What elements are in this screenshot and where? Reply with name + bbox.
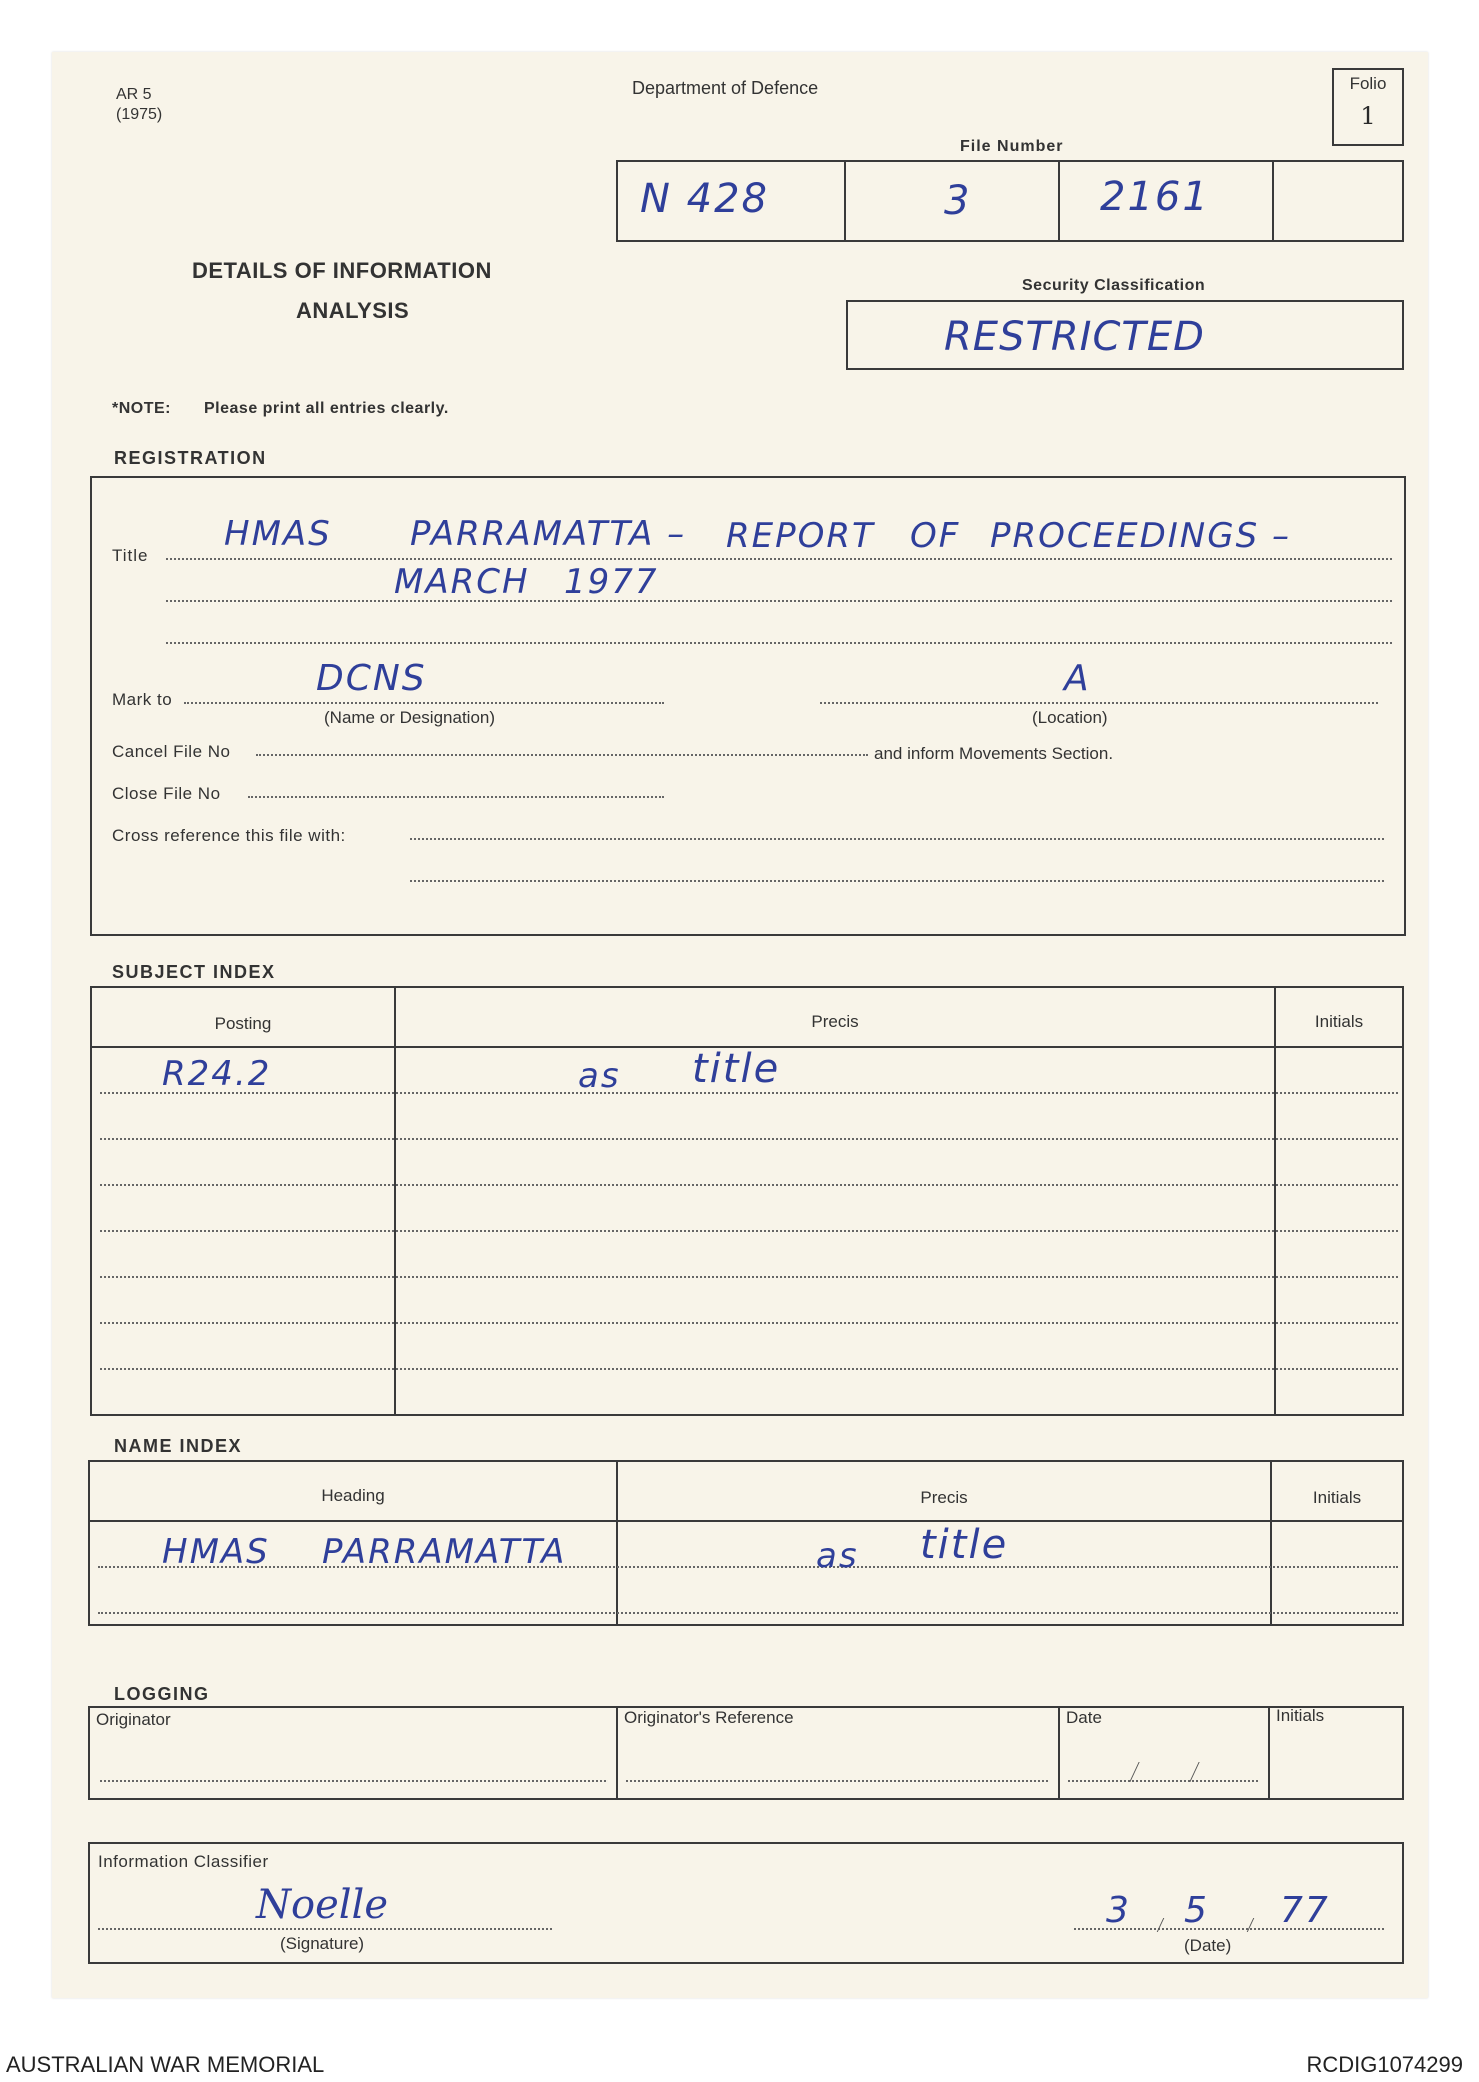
subject-row — [100, 1184, 1398, 1186]
form-title-line2: ANALYSIS — [296, 298, 410, 323]
col-posting: Posting — [214, 1014, 272, 1033]
title-text-3: REPORT — [726, 516, 875, 556]
location-line — [820, 702, 1378, 704]
close-line — [248, 796, 664, 798]
cancel-suffix: and inform Movements Section. — [874, 744, 1114, 763]
subject-row — [100, 1276, 1398, 1278]
classifier-box — [88, 1842, 1404, 1964]
signature-line — [98, 1928, 552, 1930]
registration-heading: REGISTRATION — [114, 448, 267, 468]
file-number-part: 3 — [944, 178, 972, 224]
name-index-heading: NAME INDEX — [114, 1436, 243, 1456]
signature-caption: (Signature) — [280, 1934, 365, 1953]
subject-index-table — [90, 986, 1404, 1416]
name-row — [98, 1566, 1398, 1568]
name-heading-value-1: HMAS — [162, 1532, 270, 1572]
title-line-2 — [166, 600, 1392, 602]
registration-box — [90, 476, 1406, 936]
title-text-2: PARRAMATTA – — [410, 514, 687, 554]
folio-label: Folio — [1349, 74, 1387, 93]
name-heading-value-2: PARRAMATTA — [322, 1532, 567, 1572]
subject-precis-value-2: title — [692, 1046, 781, 1092]
department-label: Department of Defence — [632, 78, 819, 98]
subject-posting-value: R24.2 — [162, 1054, 272, 1094]
archive-credit: AUSTRALIAN WAR MEMORIAL — [6, 2052, 325, 2077]
mark-to-line — [184, 702, 664, 704]
form-title-line1: DETAILS OF INFORMATION — [192, 258, 492, 283]
mark-to-value: DCNS — [316, 658, 427, 699]
name-precis-value-1: as — [816, 1536, 859, 1576]
folio-box — [1332, 68, 1404, 146]
title-label: Title — [112, 546, 149, 565]
title-text-6: MARCH — [394, 562, 530, 602]
note-marker: *NOTE: — [112, 400, 171, 417]
col-precis: Precis — [811, 1012, 859, 1031]
logging-table — [88, 1706, 1404, 1800]
classifier-date-day: 3 — [1106, 1890, 1131, 1931]
classifier-signature: Noelle — [256, 1882, 389, 1928]
col-initials: Initials — [1312, 1488, 1362, 1507]
title-text-5: PROCEEDINGS – — [990, 516, 1291, 556]
col-originator: Originator — [96, 1710, 171, 1729]
col-initials: Initials — [1276, 1706, 1325, 1725]
subject-index-heading: SUBJECT INDEX — [112, 962, 276, 982]
col-initials: Initials — [1314, 1012, 1364, 1031]
classifier-label: Information Classifier — [98, 1852, 269, 1871]
file-number-series: N 428 — [640, 176, 769, 222]
title-line-1 — [166, 558, 1392, 560]
date-separator — [1129, 1762, 1149, 1782]
form-edition: (1975) — [116, 106, 163, 123]
subject-row — [100, 1092, 1398, 1094]
folio-number: 1 — [1360, 102, 1376, 130]
subject-row — [100, 1368, 1398, 1370]
name-row — [98, 1612, 1398, 1614]
col-originators-reference: Originator's Reference — [624, 1708, 794, 1727]
title-text-1: HMAS — [224, 514, 332, 554]
date-line — [1068, 1780, 1258, 1782]
mark-to-label: Mark to — [112, 690, 173, 709]
note-text: Please print all entries clearly. — [204, 400, 449, 417]
title-line-3 — [166, 642, 1392, 644]
cross-reference-line-2 — [410, 880, 1384, 882]
subject-row — [100, 1322, 1398, 1324]
title-text-7: 1977 — [564, 562, 659, 602]
col-date: Date — [1066, 1708, 1102, 1727]
cross-reference-label: Cross reference this file with: — [112, 826, 346, 845]
name-caption: (Name or Designation) — [324, 708, 496, 727]
location-caption: (Location) — [1032, 708, 1108, 727]
date-separator — [1189, 1762, 1209, 1782]
file-number-item: 2161 — [1100, 174, 1210, 220]
title-text-4: OF — [910, 516, 961, 556]
classifier-date-year: 77 — [1280, 1890, 1330, 1931]
date-caption: (Date) — [1184, 1936, 1232, 1955]
col-precis: Precis — [920, 1488, 968, 1507]
archive-reference: RCDIG1074299 — [1306, 2052, 1463, 2077]
subject-precis-value-1: as — [578, 1056, 621, 1096]
cross-reference-line-1 — [410, 838, 1384, 840]
cancel-line — [256, 754, 868, 756]
col-heading: Heading — [321, 1486, 385, 1505]
reference-line — [626, 1780, 1048, 1782]
file-number-label: File Number — [960, 138, 1064, 155]
location-value: A — [1064, 658, 1091, 699]
form-code: AR 5 — [116, 86, 152, 103]
classifier-date-month: 5 — [1184, 1890, 1209, 1931]
security-value: RESTRICTED — [944, 314, 1205, 360]
file-number-row — [616, 160, 1404, 242]
logging-heading: LOGGING — [114, 1684, 210, 1704]
security-label: Security Classification — [1022, 277, 1206, 294]
name-index-table — [88, 1460, 1404, 1626]
originator-line — [100, 1780, 606, 1782]
subject-row — [100, 1230, 1398, 1232]
name-precis-value-2: title — [920, 1522, 1009, 1568]
security-box — [846, 300, 1404, 370]
form-page — [52, 52, 1428, 1998]
subject-row — [100, 1138, 1398, 1140]
close-label: Close File No — [112, 784, 221, 803]
cancel-label: Cancel File No — [112, 742, 231, 761]
